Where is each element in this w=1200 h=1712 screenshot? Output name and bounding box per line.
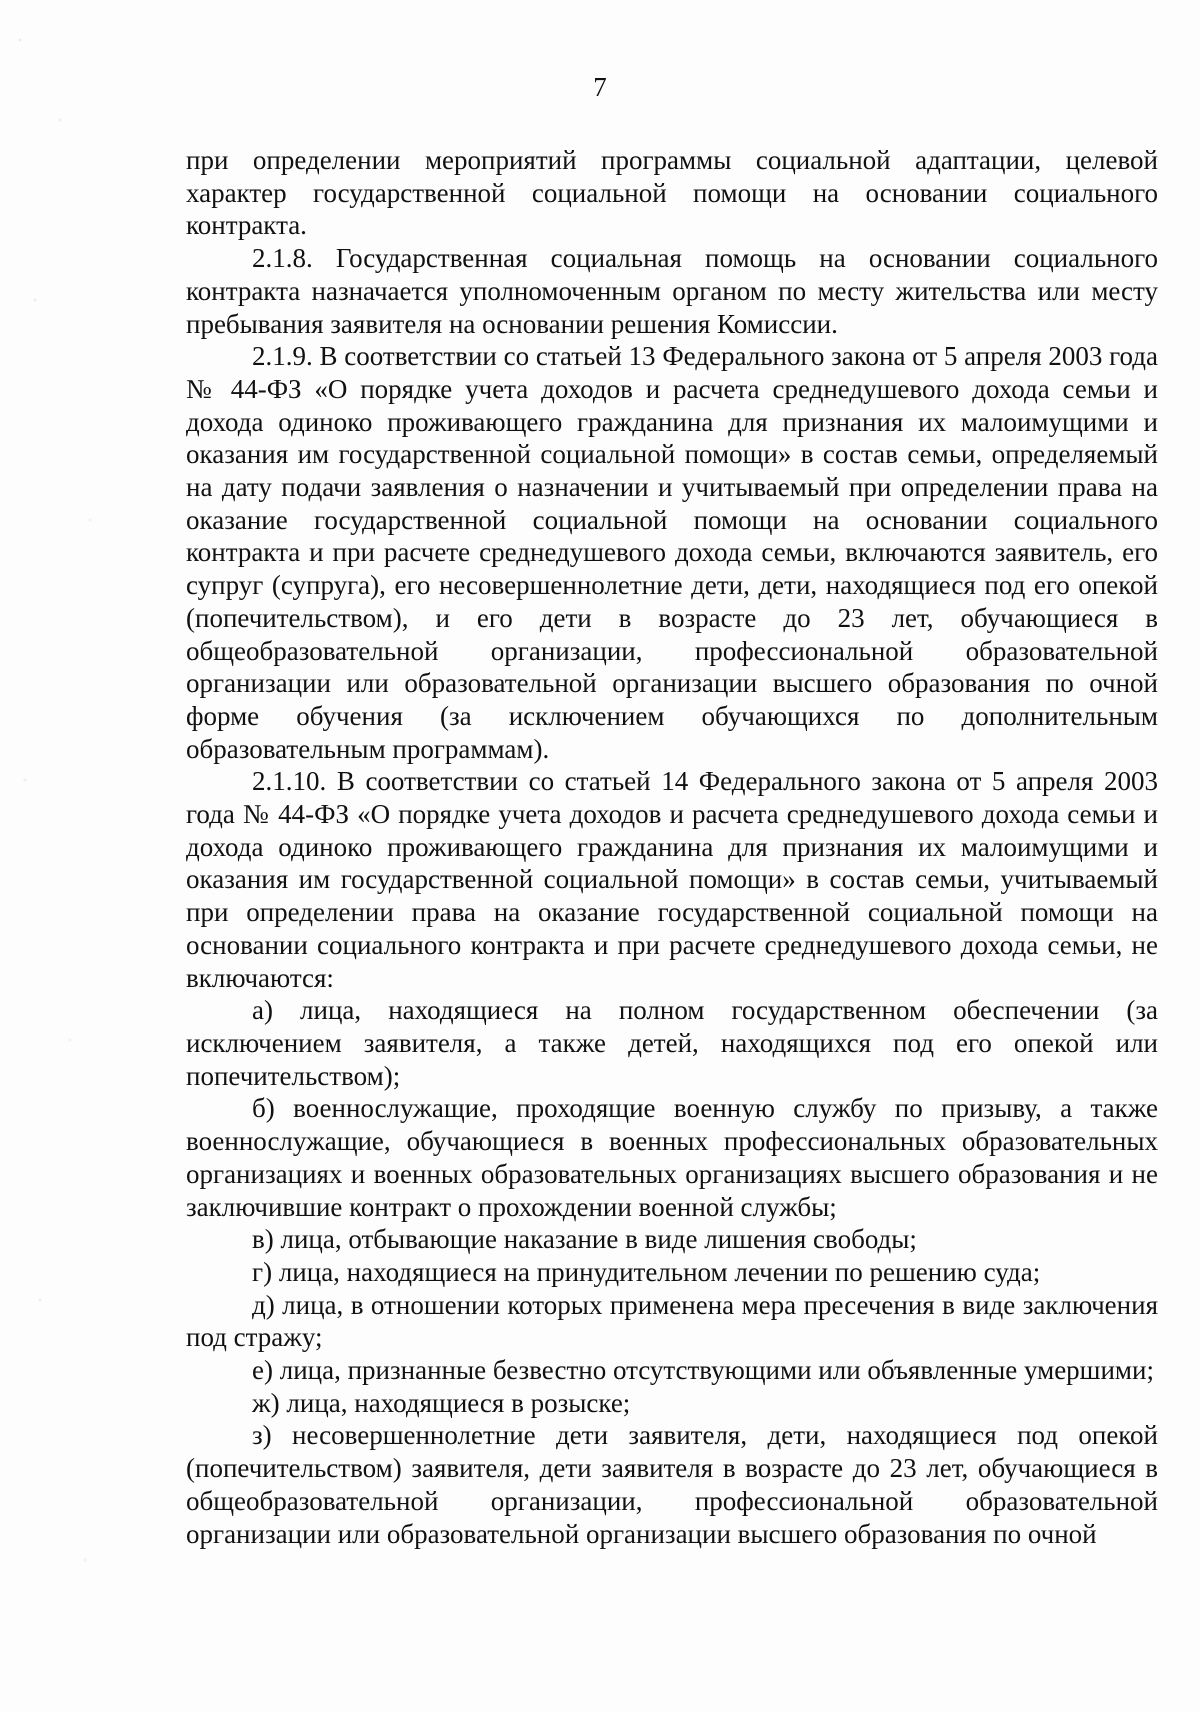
list-item-g: г) лица, находящиеся на принудительном лечении по решению суда; xyxy=(252,1256,1041,1287)
list-item-b: б) военнослужащие, проходящие военную службу по призыву, а также военнослужащие, обучающиеся в военных профессиональных образовательных организациях и военных образовательных организациях высшего образования и не заключившие контракт о прохождении военной службы; xyxy=(186,1093,1158,1222)
paragraph-2-1-9: 2.1.9. В соответствии со статьей 13 Федерального закона от 5 апреля 2003 года № 44-ФЗ «О порядке учета доходов и расчета среднедушевого дохода семьи и дохода одиноко проживающего гражданина для признания их малоимущими и оказания им государственной социальной помощи» в состав семьи, определяемый на дату подачи заявления о назначении и учитываемый при определении права на оказание государственной социальной помощи на основании социального контракта и при расчете среднедушевого дохода семьи, включаются заявитель, его супруг (супруга), его несовершеннолетние дети, дети, находящиеся под его опекой (попечительством), и его дети в возрасте до 23 лет, обучающиеся в общеобразовательной организации, профессиональной образовательной организации или образовательной организации высшего образования по очной форме обучения (за исключением обучающихся по дополнительным образовательным программам). xyxy=(186,341,1158,764)
document-body xyxy=(186,144,1158,1550)
list-item-zh: ж) лица, находящиеся в розыске; xyxy=(252,1387,631,1418)
page-number: 7 xyxy=(593,72,607,102)
scan-noise-margin xyxy=(0,0,160,1712)
list-item-v: в) лица, отбывающие наказание в виде лишения свободы; xyxy=(252,1224,917,1255)
list-item-e: е) лица, признанные безвестно отсутствующими или объявленные умершими; xyxy=(252,1355,1154,1386)
list-item-d: д) лица, в отношении которых применена мера пресечения в виде заключения под стражу; xyxy=(186,1289,1158,1353)
paragraph-2-1-8: 2.1.8. Государственная социальная помощь на основании социального контракта назначается уполномоченным органом по месту жительства или месту пребывания заявителя на основании решения Комиссии. xyxy=(186,243,1158,339)
paragraph-0: при определении мероприятий программы социальной адаптации, целевой характер государственной социальной помощи на основании социального контракта. xyxy=(186,145,1158,241)
list-item-z: з) несовершеннолетние дети заявителя, дети, находящиеся под опекой (попечительством) заявителя, дети заявителя в возрасте до 23 лет, обучающиеся в общеобразовательной организации, профессиональной образовательной организации или образовательной организации высшего образования по очной xyxy=(186,1420,1158,1549)
list-item-a: а) лица, находящиеся на полном государственном обеспечении (за исключением заявителя, а также детей, находящихся под его опекой или попечительством); xyxy=(186,995,1158,1091)
paragraph-2-1-10: 2.1.10. В соответствии со статьей 14 Федерального закона от 5 апреля 2003 года № 44-ФЗ «О порядке учета доходов и расчета среднедушевого дохода семьи и дохода одиноко проживающего гражданина для признания их малоимущими и оказания им государственной социальной помощи» в состав семьи, учитываемый при определении права на оказание государственной социальной помощи на основании социального контракта и при расчете среднедушевого дохода семьи, не включаются: xyxy=(186,766,1158,993)
